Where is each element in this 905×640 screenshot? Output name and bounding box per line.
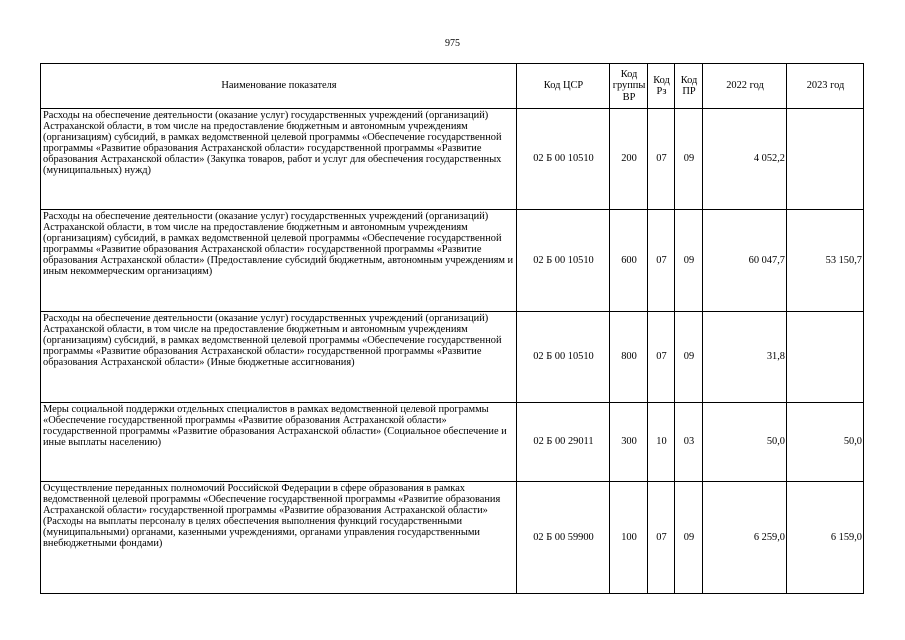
header-2022: 2022 год [703,64,787,109]
table-row [41,312,864,403]
row-pr: 09 [675,482,703,594]
row-rz: 07 [648,482,675,594]
row-2023: 6 159,0 [787,482,864,594]
row-csr: 02 Б 00 10510 [517,210,610,312]
header-rz: Код Рз [648,64,675,109]
row-2022: 6 259,0 [703,482,787,594]
header-name: Наименование показателя [41,64,517,109]
header-csr: Код ЦСР [517,64,610,109]
row-2023: 53 150,7 [787,210,864,312]
row-csr: 02 Б 00 10510 [517,109,610,210]
row-name: Расходы на обеспечение деятельности (оказание услуг) государственных учреждений (организаций) Астраханской области, в том числе на предоставление бюджетным и автономным учреждениям (организациям) субсидий, в рамках ведомственной целевой программы «Обеспечение государственной программы «Развитие образования Астраханской области» государственной программы «Развитие образования Астраханской области» (Предоставление субсидий бюджетным, автономным учреждениям и иным некоммерческим организациям) [41,210,517,312]
header-vr: Код группы ВР [610,64,648,109]
row-pr: 03 [675,403,703,482]
row-2022: 60 047,7 [703,210,787,312]
header-row [41,64,864,109]
table-row [41,482,864,594]
page-number: 975 [445,38,460,49]
row-rz: 07 [648,312,675,403]
row-2023 [787,312,864,403]
table-row [41,210,864,312]
row-vr: 600 [610,210,648,312]
row-pr: 09 [675,312,703,403]
row-vr: 300 [610,403,648,482]
row-vr: 100 [610,482,648,594]
budget-table [40,63,864,594]
table-row [41,403,864,482]
row-pr: 09 [675,210,703,312]
header-pr: Код ПР [675,64,703,109]
row-rz: 07 [648,109,675,210]
row-2023: 50,0 [787,403,864,482]
row-csr: 02 Б 00 10510 [517,312,610,403]
row-vr: 800 [610,312,648,403]
header-2023: 2023 год [787,64,864,109]
row-name: Расходы на обеспечение деятельности (оказание услуг) государственных учреждений (организаций) Астраханской области, в том числе на предоставление бюджетным и автономным учреждениям (организациям) субсидий, в рамках ведомственной целевой программы «Обеспечение государственной программы «Развитие образования Астраханской области» государственной программы «Развитие образования Астраханской области» (Закупка товаров, работ и услуг для обеспечения государственных (муниципальных) нужд) [41,109,517,210]
row-2022: 50,0 [703,403,787,482]
row-2022: 4 052,2 [703,109,787,210]
row-2022: 31,8 [703,312,787,403]
table-row [41,109,864,210]
row-csr: 02 Б 00 29011 [517,403,610,482]
row-2023 [787,109,864,210]
row-name: Меры социальной поддержки отдельных специалистов в рамках ведомственной целевой программы «Обеспечение государственной программы «Развитие образования Астраханской области» государственной программы «Развитие образования Астраханской области» (Социальное обеспечение и иные выплаты населению) [41,403,517,482]
row-name: Расходы на обеспечение деятельности (оказание услуг) государственных учреждений (организаций) Астраханской области, в том числе на предоставление бюджетным и автономным учреждениям (организациям) субсидий, в рамках ведомственной целевой программы «Обеспечение государственной программы «Развитие образования Астраханской области» государственной программы «Развитие образования Астраханской области» (Иные бюджетные ассигнования) [41,312,517,403]
row-pr: 09 [675,109,703,210]
row-csr: 02 Б 00 59900 [517,482,610,594]
row-rz: 10 [648,403,675,482]
row-vr: 200 [610,109,648,210]
row-rz: 07 [648,210,675,312]
row-name: Осуществление переданных полномочий Российской Федерации в сфере образования в рамках ведомственной целевой программы «Обеспечение государственной программы «Развитие образования Астраханской области» государственной программы «Развитие образования Астраханской области» (Расходы на выплаты персоналу в целях обеспечения выполнения функций государственными (муниципальными) органами, казенными учреждениями, органами управления государственными внебюджетными фондами) [41,482,517,594]
